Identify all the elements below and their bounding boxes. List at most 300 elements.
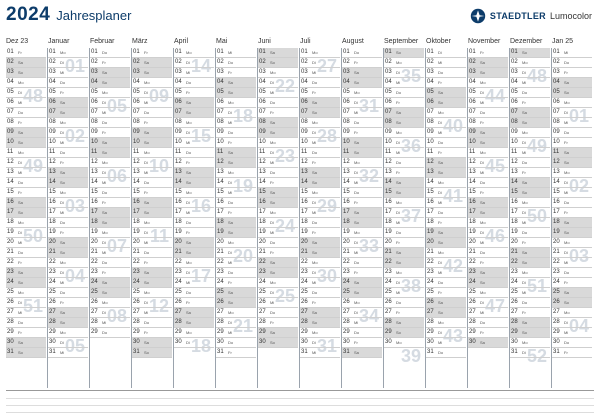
day-cell[interactable] (48, 188, 88, 198)
day-cell[interactable] (552, 288, 592, 298)
day-cell[interactable] (174, 298, 214, 308)
day-cell[interactable] (426, 188, 466, 198)
day-cell[interactable] (468, 328, 508, 338)
day-cell[interactable] (468, 138, 508, 148)
day-cell[interactable] (258, 98, 298, 108)
day-cell[interactable] (174, 58, 214, 68)
day-cell[interactable] (174, 218, 214, 228)
day-cell[interactable] (90, 318, 130, 328)
day-cell[interactable] (258, 198, 298, 208)
day-cell[interactable] (90, 58, 130, 68)
day-cell[interactable] (48, 148, 88, 158)
day-cell[interactable] (132, 198, 172, 208)
day-cell[interactable] (258, 318, 298, 328)
day-cell[interactable] (342, 88, 382, 98)
day-cell[interactable] (426, 318, 466, 328)
day-cell[interactable] (384, 58, 424, 68)
day-cell[interactable] (90, 308, 130, 318)
day-cell[interactable] (216, 198, 256, 208)
day-cell[interactable] (258, 338, 298, 348)
day-cell[interactable] (6, 238, 46, 248)
day-cell[interactable] (174, 108, 214, 118)
day-cell[interactable] (48, 48, 88, 58)
day-cell[interactable] (48, 238, 88, 248)
day-cell[interactable] (510, 238, 550, 248)
day-cell[interactable] (132, 218, 172, 228)
day-cell[interactable] (216, 178, 256, 188)
day-cell[interactable] (384, 178, 424, 188)
day-cell[interactable] (258, 88, 298, 98)
day-cell[interactable] (174, 98, 214, 108)
day-cell[interactable] (6, 288, 46, 298)
day-cell[interactable] (342, 268, 382, 278)
day-cell[interactable] (342, 218, 382, 228)
day-cell[interactable] (552, 188, 592, 198)
day-cell[interactable] (426, 58, 466, 68)
day-cell[interactable] (48, 138, 88, 148)
day-cell[interactable] (174, 138, 214, 148)
day-cell[interactable] (258, 118, 298, 128)
day-cell[interactable] (384, 278, 424, 288)
day-cell[interactable] (132, 288, 172, 298)
day-cell[interactable] (552, 238, 592, 248)
day-cell[interactable] (552, 198, 592, 208)
day-cell[interactable] (300, 128, 340, 138)
day-cell[interactable] (510, 198, 550, 208)
day-cell[interactable] (342, 238, 382, 248)
day-cell[interactable] (48, 308, 88, 318)
day-cell[interactable] (48, 288, 88, 298)
day-cell[interactable] (132, 88, 172, 98)
day-cell[interactable] (216, 148, 256, 158)
day-cell[interactable] (6, 258, 46, 268)
day-cell[interactable] (48, 268, 88, 278)
day-cell[interactable] (342, 208, 382, 218)
day-cell[interactable] (342, 288, 382, 298)
day-cell[interactable] (48, 348, 88, 358)
day-cell[interactable] (216, 68, 256, 78)
day-cell[interactable] (6, 298, 46, 308)
day-cell[interactable] (552, 308, 592, 318)
day-cell[interactable] (552, 338, 592, 348)
day-cell[interactable] (174, 68, 214, 78)
day-cell[interactable] (90, 88, 130, 98)
day-cell[interactable] (216, 48, 256, 58)
day-cell[interactable] (258, 298, 298, 308)
day-cell[interactable] (300, 58, 340, 68)
day-cell[interactable] (342, 98, 382, 108)
day-cell[interactable] (6, 88, 46, 98)
day-cell[interactable] (510, 308, 550, 318)
day-cell[interactable] (510, 318, 550, 328)
day-cell[interactable] (6, 98, 46, 108)
day-cell[interactable] (552, 348, 592, 358)
day-cell[interactable] (510, 178, 550, 188)
day-cell[interactable] (216, 228, 256, 238)
day-cell[interactable] (510, 348, 550, 358)
day-cell[interactable] (552, 178, 592, 188)
day-cell[interactable] (426, 288, 466, 298)
day-cell[interactable] (426, 268, 466, 278)
day-cell[interactable] (90, 178, 130, 188)
day-cell[interactable] (510, 168, 550, 178)
day-cell[interactable] (342, 78, 382, 88)
day-cell[interactable] (552, 298, 592, 308)
day-cell[interactable] (342, 128, 382, 138)
day-cell[interactable] (510, 68, 550, 78)
day-cell[interactable] (552, 168, 592, 178)
day-cell[interactable] (6, 208, 46, 218)
day-cell[interactable] (132, 228, 172, 238)
day-cell[interactable] (300, 138, 340, 148)
day-cell[interactable] (552, 148, 592, 158)
day-cell[interactable] (258, 238, 298, 248)
day-cell[interactable] (48, 228, 88, 238)
day-cell[interactable] (468, 198, 508, 208)
day-cell[interactable] (426, 348, 466, 358)
day-cell[interactable] (384, 188, 424, 198)
day-cell[interactable] (132, 338, 172, 348)
day-cell[interactable] (342, 228, 382, 238)
day-cell[interactable] (342, 108, 382, 118)
day-cell[interactable] (468, 288, 508, 298)
day-cell[interactable] (216, 248, 256, 258)
day-cell[interactable] (258, 188, 298, 198)
day-cell[interactable] (510, 288, 550, 298)
day-cell[interactable] (6, 308, 46, 318)
day-cell[interactable] (258, 178, 298, 188)
day-cell[interactable] (300, 348, 340, 358)
day-cell[interactable] (510, 58, 550, 68)
day-cell[interactable] (426, 168, 466, 178)
day-cell[interactable] (90, 258, 130, 268)
day-cell[interactable] (48, 98, 88, 108)
day-cell[interactable] (90, 158, 130, 168)
day-cell[interactable] (510, 148, 550, 158)
day-cell[interactable] (300, 258, 340, 268)
day-cell[interactable] (468, 78, 508, 88)
day-cell[interactable] (132, 238, 172, 248)
day-cell[interactable] (468, 278, 508, 288)
day-cell[interactable] (552, 208, 592, 218)
day-cell[interactable] (132, 48, 172, 58)
day-cell[interactable] (258, 248, 298, 258)
day-cell[interactable] (342, 278, 382, 288)
day-cell[interactable] (174, 118, 214, 128)
day-cell[interactable] (426, 48, 466, 58)
day-cell[interactable] (384, 258, 424, 268)
day-cell[interactable] (258, 278, 298, 288)
day-cell[interactable] (426, 128, 466, 138)
day-cell[interactable] (468, 208, 508, 218)
day-cell[interactable] (216, 348, 256, 358)
day-cell[interactable] (426, 148, 466, 158)
day-cell[interactable] (384, 88, 424, 98)
day-cell[interactable] (468, 318, 508, 328)
day-cell[interactable] (216, 318, 256, 328)
day-cell[interactable] (6, 48, 46, 58)
day-cell[interactable] (48, 258, 88, 268)
day-cell[interactable] (216, 158, 256, 168)
day-cell[interactable] (132, 308, 172, 318)
day-cell[interactable] (468, 258, 508, 268)
day-cell[interactable] (342, 348, 382, 358)
day-cell[interactable] (6, 128, 46, 138)
day-cell[interactable] (384, 108, 424, 118)
day-cell[interactable] (48, 298, 88, 308)
day-cell[interactable] (6, 278, 46, 288)
day-cell[interactable] (426, 308, 466, 318)
day-cell[interactable] (552, 218, 592, 228)
day-cell[interactable] (90, 118, 130, 128)
day-cell[interactable] (48, 58, 88, 68)
day-cell[interactable] (258, 158, 298, 168)
day-cell[interactable] (6, 158, 46, 168)
day-cell[interactable] (384, 198, 424, 208)
day-cell[interactable] (132, 118, 172, 128)
day-cell[interactable] (510, 228, 550, 238)
day-cell[interactable] (258, 168, 298, 178)
day-cell[interactable] (468, 218, 508, 228)
day-cell[interactable] (300, 248, 340, 258)
day-cell[interactable] (384, 158, 424, 168)
day-cell[interactable] (216, 128, 256, 138)
day-cell[interactable] (174, 168, 214, 178)
day-cell[interactable] (342, 158, 382, 168)
day-cell[interactable] (216, 268, 256, 278)
day-cell[interactable] (552, 98, 592, 108)
day-cell[interactable] (90, 288, 130, 298)
day-cell[interactable] (216, 118, 256, 128)
day-cell[interactable] (468, 158, 508, 168)
day-cell[interactable] (6, 198, 46, 208)
day-cell[interactable] (132, 328, 172, 338)
day-cell[interactable] (300, 268, 340, 278)
day-cell[interactable] (132, 188, 172, 198)
day-cell[interactable] (6, 168, 46, 178)
day-cell[interactable] (90, 248, 130, 258)
day-cell[interactable] (174, 248, 214, 258)
day-cell[interactable] (48, 278, 88, 288)
day-cell[interactable] (300, 208, 340, 218)
day-cell[interactable] (258, 48, 298, 58)
day-cell[interactable] (342, 138, 382, 148)
day-cell[interactable] (510, 138, 550, 148)
day-cell[interactable] (300, 68, 340, 78)
day-cell[interactable] (552, 158, 592, 168)
day-cell[interactable] (258, 308, 298, 318)
day-cell[interactable] (174, 238, 214, 248)
day-cell[interactable] (216, 208, 256, 218)
day-cell[interactable] (468, 58, 508, 68)
day-cell[interactable] (132, 158, 172, 168)
day-cell[interactable] (426, 208, 466, 218)
day-cell[interactable] (384, 148, 424, 158)
day-cell[interactable] (48, 88, 88, 98)
day-cell[interactable] (342, 168, 382, 178)
day-cell[interactable] (216, 168, 256, 178)
day-cell[interactable] (426, 118, 466, 128)
day-cell[interactable] (258, 128, 298, 138)
day-cell[interactable] (510, 128, 550, 138)
day-cell[interactable] (426, 338, 466, 348)
day-cell[interactable] (552, 88, 592, 98)
day-cell[interactable] (300, 88, 340, 98)
day-cell[interactable] (468, 178, 508, 188)
day-cell[interactable] (468, 298, 508, 308)
day-cell[interactable] (174, 308, 214, 318)
day-cell[interactable] (300, 148, 340, 158)
day-cell[interactable] (90, 48, 130, 58)
day-cell[interactable] (426, 178, 466, 188)
day-cell[interactable] (90, 298, 130, 308)
day-cell[interactable] (258, 258, 298, 268)
day-cell[interactable] (90, 208, 130, 218)
day-cell[interactable] (174, 338, 214, 348)
day-cell[interactable] (384, 308, 424, 318)
day-cell[interactable] (174, 148, 214, 158)
day-cell[interactable] (552, 48, 592, 58)
day-cell[interactable] (510, 78, 550, 88)
day-cell[interactable] (132, 168, 172, 178)
day-cell[interactable] (48, 178, 88, 188)
day-cell[interactable] (300, 218, 340, 228)
day-cell[interactable] (510, 278, 550, 288)
day-cell[interactable] (552, 78, 592, 88)
day-cell[interactable] (174, 328, 214, 338)
day-cell[interactable] (426, 248, 466, 258)
day-cell[interactable] (132, 128, 172, 138)
day-cell[interactable] (300, 108, 340, 118)
day-cell[interactable] (132, 148, 172, 158)
day-cell[interactable] (468, 228, 508, 238)
day-cell[interactable] (552, 228, 592, 238)
day-cell[interactable] (384, 318, 424, 328)
day-cell[interactable] (216, 78, 256, 88)
day-cell[interactable] (426, 228, 466, 238)
day-cell[interactable] (426, 278, 466, 288)
day-cell[interactable] (258, 108, 298, 118)
day-cell[interactable] (6, 188, 46, 198)
day-cell[interactable] (300, 98, 340, 108)
day-cell[interactable] (426, 138, 466, 148)
day-cell[interactable] (300, 168, 340, 178)
day-cell[interactable] (552, 58, 592, 68)
day-cell[interactable] (510, 108, 550, 118)
day-cell[interactable] (48, 68, 88, 78)
day-cell[interactable] (552, 328, 592, 338)
day-cell[interactable] (426, 88, 466, 98)
day-cell[interactable] (90, 108, 130, 118)
day-cell[interactable] (174, 278, 214, 288)
day-cell[interactable] (426, 78, 466, 88)
day-cell[interactable] (174, 288, 214, 298)
day-cell[interactable] (552, 268, 592, 278)
day-cell[interactable] (258, 68, 298, 78)
day-cell[interactable] (132, 208, 172, 218)
day-cell[interactable] (300, 308, 340, 318)
day-cell[interactable] (132, 108, 172, 118)
day-cell[interactable] (384, 248, 424, 258)
day-cell[interactable] (132, 298, 172, 308)
day-cell[interactable] (468, 268, 508, 278)
day-cell[interactable] (384, 68, 424, 78)
day-cell[interactable] (300, 48, 340, 58)
day-cell[interactable] (6, 318, 46, 328)
day-cell[interactable] (342, 48, 382, 58)
day-cell[interactable] (384, 328, 424, 338)
day-cell[interactable] (552, 258, 592, 268)
day-cell[interactable] (342, 178, 382, 188)
day-cell[interactable] (426, 238, 466, 248)
day-cell[interactable] (468, 338, 508, 348)
day-cell[interactable] (342, 198, 382, 208)
day-cell[interactable] (174, 178, 214, 188)
day-cell[interactable] (384, 78, 424, 88)
day-cell[interactable] (90, 328, 130, 338)
day-cell[interactable] (552, 68, 592, 78)
day-cell[interactable] (90, 78, 130, 88)
day-cell[interactable] (174, 88, 214, 98)
day-cell[interactable] (6, 118, 46, 128)
day-cell[interactable] (258, 58, 298, 68)
day-cell[interactable] (258, 268, 298, 278)
day-cell[interactable] (6, 148, 46, 158)
day-cell[interactable] (48, 108, 88, 118)
day-cell[interactable] (90, 68, 130, 78)
day-cell[interactable] (510, 118, 550, 128)
day-cell[interactable] (48, 208, 88, 218)
day-cell[interactable] (384, 298, 424, 308)
day-cell[interactable] (132, 258, 172, 268)
day-cell[interactable] (6, 178, 46, 188)
day-cell[interactable] (90, 98, 130, 108)
day-cell[interactable] (384, 48, 424, 58)
day-cell[interactable] (258, 148, 298, 158)
day-cell[interactable] (132, 58, 172, 68)
day-cell[interactable] (48, 118, 88, 128)
day-cell[interactable] (510, 268, 550, 278)
day-cell[interactable] (174, 78, 214, 88)
day-cell[interactable] (342, 328, 382, 338)
day-cell[interactable] (90, 148, 130, 158)
day-cell[interactable] (552, 128, 592, 138)
day-cell[interactable] (342, 118, 382, 128)
day-cell[interactable] (342, 338, 382, 348)
day-cell[interactable] (384, 168, 424, 178)
day-cell[interactable] (468, 188, 508, 198)
day-cell[interactable] (384, 208, 424, 218)
day-cell[interactable] (510, 88, 550, 98)
day-cell[interactable] (426, 68, 466, 78)
day-cell[interactable] (216, 138, 256, 148)
day-cell[interactable] (426, 98, 466, 108)
day-cell[interactable] (468, 98, 508, 108)
day-cell[interactable] (216, 338, 256, 348)
day-cell[interactable] (384, 238, 424, 248)
day-cell[interactable] (90, 238, 130, 248)
day-cell[interactable] (90, 268, 130, 278)
day-cell[interactable] (132, 268, 172, 278)
day-cell[interactable] (174, 208, 214, 218)
day-cell[interactable] (132, 348, 172, 358)
day-cell[interactable] (300, 198, 340, 208)
day-cell[interactable] (510, 298, 550, 308)
day-cell[interactable] (384, 98, 424, 108)
day-cell[interactable] (6, 328, 46, 338)
day-cell[interactable] (426, 198, 466, 208)
day-cell[interactable] (552, 278, 592, 288)
